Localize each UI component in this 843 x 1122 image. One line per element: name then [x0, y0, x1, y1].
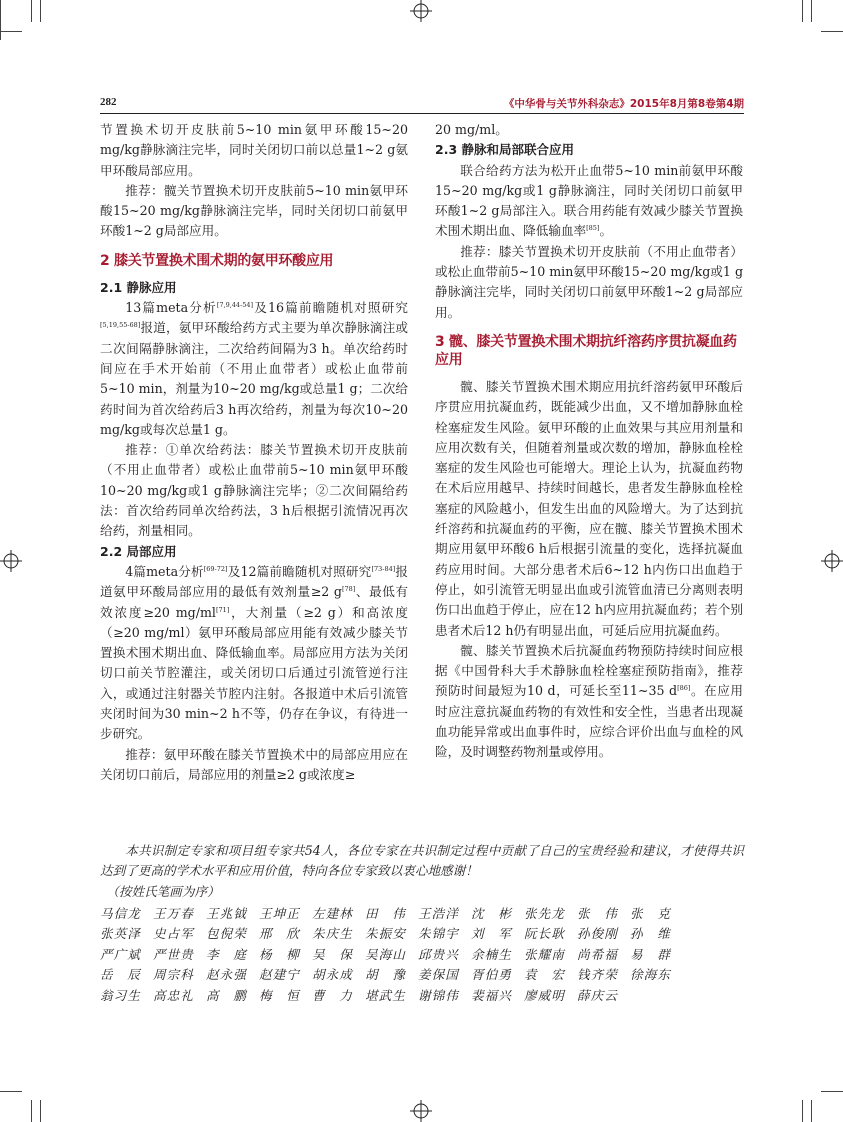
registration-mark-icon [821, 550, 843, 572]
expert-name: 史占军 [153, 926, 194, 942]
expert-name: 尚希福 [577, 946, 618, 962]
expert-name: 邢 欣 [259, 926, 300, 942]
recommendation-paragraph: 推荐：髋关节置换术切开皮肤前5~10 min氨甲环酸15~20 mg/kg静脉滴注完毕，同时关闭切口前氨甲环酸1~2 g局部应用。 [100, 182, 408, 239]
paragraph: 髋、膝关节置换术后抗凝血药物预防持续时间应根据《中国骨科大手术静脉血栓栓塞症预防指南》，推荐预防时间最短为10 d，可延长至11~35 d[86]。在应用时应注意抗凝血药物的有效性和安全性，当患者出现凝血功能异常或出血事件时，应综合评价出血与血栓的风险，及时调整药物剂量或停用。 [435, 642, 743, 760]
expert-name: 阮长耿 [524, 926, 565, 942]
crop-mark [31, 0, 32, 22]
paragraph: 4篇meta分析[69-72]及12篇前瞻随机对照研究[73-84]报道氨甲环酸局部应用的最低有效剂量≥2 g[78]、最低有效浓度≥20 mg/ml[71]，大剂量（≥2 g）和高浓度（≥20 mg/ml）氨甲环酸局部应用能有效减少膝关节置换术围术期出血、降低输血率。局部应用方法为关闭切口前关节腔灌注，或关闭切口后通过引流管逆行注入，或通过注射器关节腔内注射。各报道中术后引流管夹闭时间为30 min~2 h不等，仍存在争议，有待进一步研究。 [100, 563, 409, 742]
expert-name: 田 伟 [365, 905, 406, 921]
expert-name: 翁习生 [100, 987, 141, 1003]
expert-row [100, 904, 744, 925]
expert-name: 王浩洋 [418, 905, 459, 921]
acknowledgement-text: 本共识制定专家和项目组专家共54人，各位专家在共识制定过程中贡献了自己的宝贵经验和建议，才使得共识达到了更高的学术水平和应用价值，特向各位专家致以衷心地感谢！ [100, 843, 744, 879]
crop-mark [0, 1091, 22, 1092]
crop-mark [802, 0, 803, 22]
citation[interactable]: [86] [677, 684, 691, 693]
crop-mark [0, 31, 22, 32]
recommendation-paragraph: 推荐：①单次给药法：膝关节置换术切开皮肤前（不用止血带者）或松止血带前5~10 min氨甲环酸10~20 mg/kg或1 g静脉滴注完毕；②二次间隔给药法：首次给药同单次给药法，3 h后根据引流情况再次给药，剂量相同。 [100, 442, 408, 539]
citation[interactable]: [5,19,55-68] [100, 321, 141, 330]
expert-name: 周宗科 [153, 967, 194, 983]
expert-name: 王万春 [153, 905, 194, 921]
expert-name: 谢锦伟 [418, 987, 459, 1003]
expert-name: 薛庆云 [577, 987, 618, 1003]
crop-mark [0, 0, 1, 40]
expert-name: 高 鹏 [206, 987, 247, 1003]
expert-name: 赵永强 [206, 967, 247, 983]
expert-name: 张耀南 [524, 946, 565, 962]
expert-name: 胡 豫 [365, 967, 406, 983]
expert-name: 王兆钺 [206, 905, 247, 921]
expert-name: 朱锦宇 [418, 926, 459, 942]
expert-name: 高忠礼 [153, 987, 194, 1003]
subsection-heading: 2.1 静脉应用 [100, 279, 177, 295]
page-number: 282 [100, 96, 117, 108]
crop-mark [40, 0, 41, 22]
header-rule [100, 113, 744, 114]
expert-name: 张 伟 [577, 905, 618, 921]
expert-name: 梅 恒 [259, 987, 300, 1003]
citation[interactable]: [78] [341, 585, 356, 594]
expert-list [100, 904, 744, 1007]
left-column [100, 120, 408, 785]
expert-name: 廖威明 [524, 987, 565, 1003]
expert-name: 袁 宏 [524, 967, 565, 983]
crop-mark [811, 1100, 812, 1122]
registration-mark-icon [0, 550, 22, 572]
expert-name: 左建林 [312, 905, 353, 921]
expert-row [100, 945, 744, 966]
section-heading: 3 髋、膝关节置换术围术期抗纤溶药序贯抗凝血药应用 [435, 333, 737, 368]
registration-mark-icon [410, 0, 432, 22]
expert-name: 岳 辰 [100, 967, 141, 983]
order-note: （按姓氏笔画为序） [106, 883, 220, 899]
expert-name: 孙 维 [630, 926, 671, 942]
expert-name: 余楠生 [471, 946, 512, 962]
expert-name: 徐海东 [630, 967, 671, 983]
crop-mark [821, 31, 843, 32]
expert-name: 杨 柳 [259, 946, 300, 962]
running-header [100, 96, 744, 112]
citation[interactable]: [69-72] [203, 564, 228, 573]
paragraph: 20 mg/ml。 [435, 122, 508, 137]
expert-name: 赵建宁 [259, 967, 300, 983]
expert-name: 堪武生 [365, 987, 406, 1003]
section-heading: 2 膝关节置换术围术期的氨甲环酸应用 [100, 252, 334, 269]
expert-name: 曹 力 [312, 987, 353, 1003]
citation[interactable]: [85] [586, 224, 600, 233]
expert-name: 裴福兴 [471, 987, 512, 1003]
crop-mark [811, 0, 812, 22]
expert-name: 沈 彬 [471, 905, 512, 921]
expert-row [100, 924, 744, 945]
expert-name: 王坤正 [259, 905, 300, 921]
crop-mark [802, 1100, 803, 1122]
paragraph: 节置换术切开皮肤前5~10 min氨甲环酸15~20 mg/kg静脉滴注完毕，同时关闭切口前以总量1~2 g氨甲环酸局部应用。 [100, 122, 408, 178]
expert-name: 胥伯勇 [471, 967, 512, 983]
expert-name: 朱振安 [365, 926, 406, 942]
expert-name: 邱贵兴 [418, 946, 459, 962]
crop-mark [821, 1091, 843, 1092]
subsection-heading: 2.2 局部应用 [100, 543, 177, 559]
expert-row [100, 986, 744, 1007]
expert-name: 朱庆生 [312, 926, 353, 942]
expert-name: 严广斌 [100, 946, 141, 962]
expert-name: 张 克 [630, 905, 671, 921]
expert-name: 包倪荣 [206, 926, 247, 942]
expert-name: 严世贵 [153, 946, 194, 962]
acknowledgement [100, 841, 744, 1006]
expert-name: 张先龙 [524, 905, 565, 921]
expert-row [100, 965, 744, 986]
paragraph: 13篇meta分析[7,9,44-54]及16篇前瞻随机对照研究[5,19,55-68]报道，氨甲环酸给药方式主要为单次静脉滴注或二次间隔静脉滴注，二次给药间隔为3 h。单次给药时间应在手术开始前（不用止血带者）或松止血带前5~10 min，剂量为10~20 mg/kg或总量1 g；二次给药时间为首次给药后3 h再次给药，剂量为每次10~20 mg/kg或每次总量1 g。 [100, 300, 408, 437]
expert-name: 马信龙 [100, 905, 141, 921]
paragraph: 联合给药方法为松开止血带5~10 min前氨甲环酸15~20 mg/kg或1 g静脉滴注，同时关闭切口前氨甲环酸1~2 g局部注入。联合用药能有效减少膝关节置换术围术期出血、降低输血率[85]。 [435, 162, 743, 239]
paragraph: 髋、膝关节置换术围术期应用抗纤溶药氨甲环酸后序贯应用抗凝血药，既能减少出血，又不增加静脉血栓栓塞症发生风险。氨甲环酸的止血效果与其应用剂量和应用次数有关，但随着剂量或次数的增加，静脉血栓栓塞症的发生风险也可能增大。理论上认为，抗凝血药物在术后应用越早、持续时间越长，患者发生静脉血栓栓塞症的风险越小，但发生出血的风险增大。为了达到抗纤溶药和抗凝血药的平衡，应在髋、膝关节置换术围术期应用氨甲环酸6 h后根据引流量的变化，选择抗凝血药应用时间。大部分患者术后6~12 h内伤口出血趋于停止，如引流管无明显出血或引流管血清已分离则表明伤口出血趋于停止，应在12 h内应用抗凝血药；若个别患者术后12 h仍有明显出血，可延后应用抗凝血药。 [435, 378, 743, 638]
expert-name: 胡永成 [312, 967, 353, 983]
right-column [435, 120, 743, 763]
citation[interactable]: [73-84] [371, 564, 396, 573]
journal-title: 《中华骨与关节外科杂志》2015年8月第8卷第4期 [503, 98, 744, 110]
citation[interactable]: [71] [215, 605, 230, 614]
expert-name: 李 庭 [206, 946, 247, 962]
recommendation-paragraph: 推荐：氨甲环酸在膝关节置换术中的局部应用应在关闭切口前后，局部应用的剂量≥2 g或浓度≥ [100, 746, 408, 782]
expert-name: 钱齐荣 [577, 967, 618, 983]
expert-name: 吴 保 [312, 946, 353, 962]
citation[interactable]: [7,9,44-54] [216, 300, 254, 309]
recommendation-paragraph: 推荐：膝关节置换术切开皮肤前（不用止血带者）或松止血带前5~10 min氨甲环酸15~20 mg/kg或1 g静脉滴注完毕，同时关闭切口前氨甲环酸1~2 g局部应用。 [435, 243, 743, 320]
crop-mark [31, 1100, 32, 1122]
registration-mark-icon [410, 1100, 432, 1122]
subsection-heading: 2.3 静脉和局部联合应用 [435, 142, 574, 158]
crop-mark [40, 1100, 41, 1122]
expert-name: 孙俊刚 [577, 926, 618, 942]
expert-name: 姜保国 [418, 967, 459, 983]
expert-name: 张英泽 [100, 926, 141, 942]
expert-name: 刘 军 [471, 926, 512, 942]
expert-name: 易 群 [630, 946, 671, 962]
expert-name: 吴海山 [365, 946, 406, 962]
